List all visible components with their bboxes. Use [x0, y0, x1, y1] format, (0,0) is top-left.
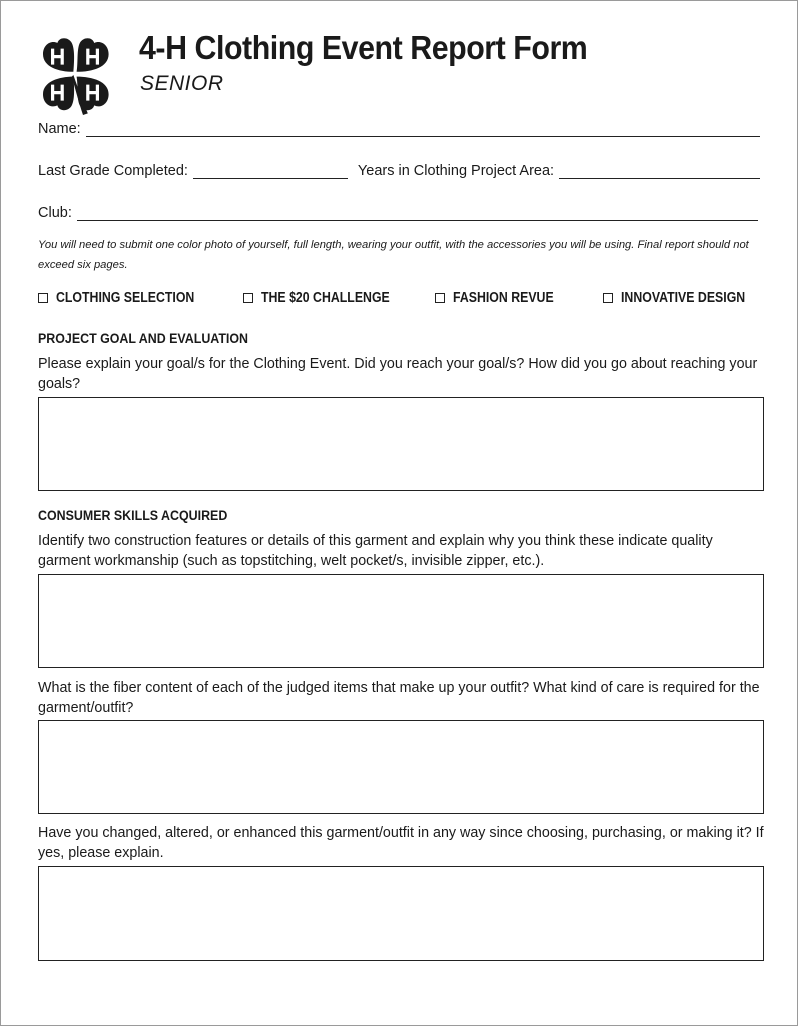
changes-answer-box[interactable] [38, 866, 764, 961]
four-leaf-clover-4h-icon [35, 34, 115, 116]
checkbox-icon[interactable] [435, 293, 445, 303]
name-field-row [38, 121, 760, 137]
goal-section-heading: PROJECT GOAL AND EVALUATION [38, 331, 249, 346]
fiber-question: What is the fiber content of each of the judged items that make up your outfit? What kind of care is required for the garment/outfit? [38, 680, 760, 716]
goal-question: Please explain your goal/s for the Clothing Event. Did you reach your goal/s? How did you go about reaching your goals? [38, 356, 758, 392]
checkbox-icon[interactable] [38, 293, 48, 303]
years-input-line[interactable] [559, 165, 760, 179]
checkbox-icon[interactable] [243, 293, 253, 303]
category-clothing-selection[interactable] [38, 290, 219, 306]
category-label: CLOTHING SELECTION [56, 290, 195, 306]
page-title: 4-H Clothing Event Report Form [139, 29, 588, 66]
goal-answer-box[interactable] [38, 397, 764, 491]
checkbox-icon[interactable] [603, 293, 613, 303]
event-category-options [38, 290, 760, 310]
name-input-line[interactable] [86, 123, 760, 137]
grade-years-row [38, 163, 760, 179]
category-20-challenge[interactable] [243, 290, 412, 306]
page-subtitle: SENIOR [140, 72, 224, 95]
years-label: Years in Clothing Project Area: [357, 163, 555, 179]
category-label: INNOVATIVE DESIGN [621, 290, 746, 306]
fiber-answer-box[interactable] [38, 720, 764, 814]
photo-notice: You will need to submit one color photo of yourself, full length, wearing your outfit, with the accessories you will be using. Final report should not exceed six pages. [38, 239, 749, 271]
last-grade-input-line[interactable] [193, 165, 348, 179]
consumer-section-heading: CONSUMER SKILLS ACQUIRED [38, 508, 228, 523]
name-label: Name: [38, 121, 81, 137]
construction-question: Identify two construction features or details of this garment and explain why you think these indicate quality garment workmanship (such as topstitching, welt pocket/s, invisible zipper, etc.). [38, 533, 713, 569]
club-field-row [38, 205, 758, 221]
category-label: FASHION REVUE [453, 290, 554, 306]
category-innovative-design[interactable] [603, 290, 767, 306]
category-fashion-revue[interactable] [435, 290, 571, 306]
last-grade-label: Last Grade Completed: [38, 163, 188, 179]
construction-answer-box[interactable] [38, 574, 764, 668]
club-label: Club: [38, 205, 72, 221]
changes-question: Have you changed, altered, or enhanced this garment/outfit in any way since choosing, purchasing, or making it? If yes, please explain. [38, 825, 764, 861]
club-input-line[interactable] [77, 207, 758, 221]
category-label: THE $20 CHALLENGE [261, 290, 390, 306]
